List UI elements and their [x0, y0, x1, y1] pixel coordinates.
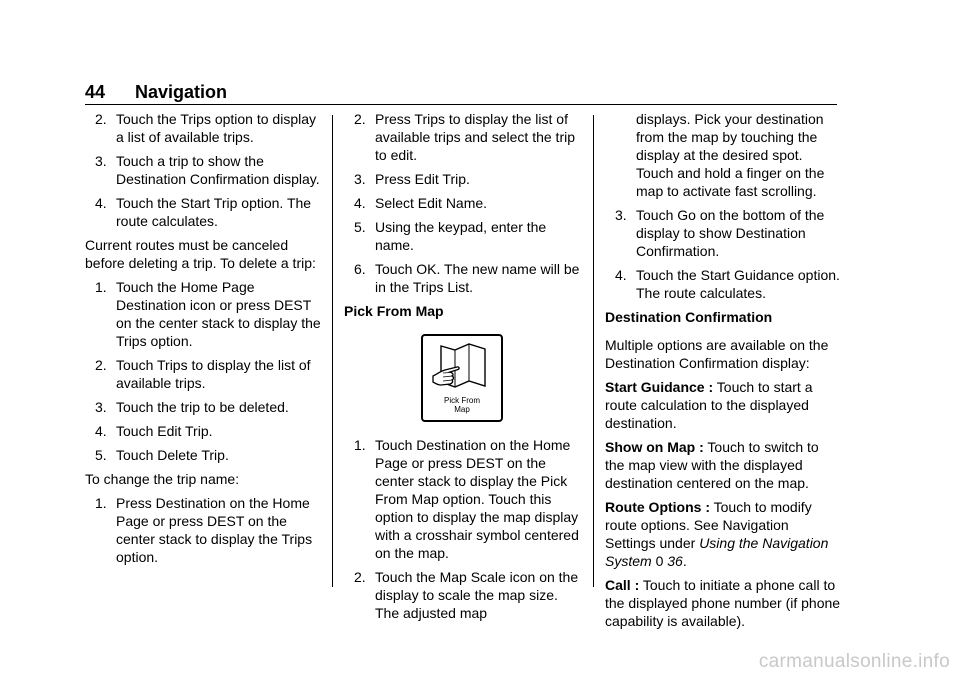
pick-from-map-icon [421, 334, 503, 422]
list-item: 3. Press Edit Trip. [354, 171, 470, 187]
subheading-destination-confirmation: Destination Confirmation [605, 309, 773, 325]
option-route-options: Route Options : Touch to modify route options. See Navigation Settings under Using the Navigation System 0 36. [605, 499, 829, 569]
list-item: 5. Using the keypad, enter the name. [354, 219, 547, 253]
list-item: 2. Press Trips to display the list of available trips and select the trip to edit. [354, 111, 575, 163]
watermark: carmanualsonline.info [758, 651, 950, 672]
list-item: 5. Touch Delete Trip. [95, 447, 229, 463]
list-item: 2. Touch Trips to display the list of available trips. [95, 357, 311, 391]
paragraph-intro: Multiple options are available on the Destination Confirmation display: [605, 337, 829, 371]
column-1 [85, 110, 321, 572]
list-item: 4. Touch Edit Trip. [95, 423, 213, 439]
list-item: 3. Touch a trip to show the Destination Confirmation display. [95, 153, 320, 187]
list-item: 4. Select Edit Name. [354, 195, 488, 211]
cross-reference-link[interactable]: Using the Navigation System [605, 535, 829, 569]
option-start-guidance: Start Guidance : Touch to start a route calculation to the displayed destination. [605, 379, 813, 431]
page-ref-symbol: 0 [655, 553, 664, 569]
option-call: Call : Touch to initiate a phone call to the displayed phone number (if phone capability is available). [605, 577, 841, 629]
list-item: 1. Press Destination on the Home Page or press DEST on the center stack to display the Trips option. [95, 495, 313, 565]
list-item: 4. Touch the Start Guidance option. The route calculates. [615, 267, 840, 301]
column-2 [344, 110, 580, 628]
page-number: 44 [85, 82, 106, 102]
subheading-pick-from-map: Pick From Map [344, 303, 444, 319]
paragraph-change-name: To change the trip name: [85, 471, 240, 487]
column-3 [605, 110, 841, 636]
pick-from-map-figure [421, 334, 503, 422]
column-divider [332, 115, 333, 587]
list-item: 6. Touch OK. The new name will be in the Trips List. [354, 261, 580, 295]
list-item: 1. Touch Destination on the Home Page or press DEST on the center stack to display the Pick From Map option. Touch this option to display the map display with a crosshair symbol centered on the map. [354, 437, 579, 561]
list-item: 3. Touch Go on the bottom of the display to show Destination Confirmation. [615, 207, 825, 259]
page-ref-number[interactable]: 36 [667, 553, 683, 569]
icon-caption: Pick From Map [444, 396, 480, 414]
list-item: 2. Touch the Map Scale icon on the display to scale the map size. The adjusted map [354, 569, 579, 621]
list-item: 4. Touch the Start Trip option. The route calculates. [95, 195, 312, 229]
list-item: 1. Touch the Home Page Destination icon or press DEST on the center stack to display the Trips option. [95, 279, 321, 349]
option-show-on-map: Show on Map : Touch to switch to the map view with the displayed destination centered on the map. [605, 439, 819, 491]
list-item: 3. Touch the trip to be deleted. [95, 399, 289, 415]
map-hand-icon [431, 340, 493, 396]
paragraph-delete-trip: Current routes must be canceled before deleting a trip. To delete a trip: [85, 237, 316, 271]
page-header [85, 82, 837, 105]
list-item-continued: displays. Pick your destination from the map by touching the display at the desired spot. Touch and hold a finger on the map to activate fast scrolling. [636, 111, 825, 199]
column-divider [593, 115, 594, 587]
section-title: Navigation [135, 82, 228, 102]
list-item: 2. Touch the Trips option to display a list of available trips. [95, 111, 317, 145]
